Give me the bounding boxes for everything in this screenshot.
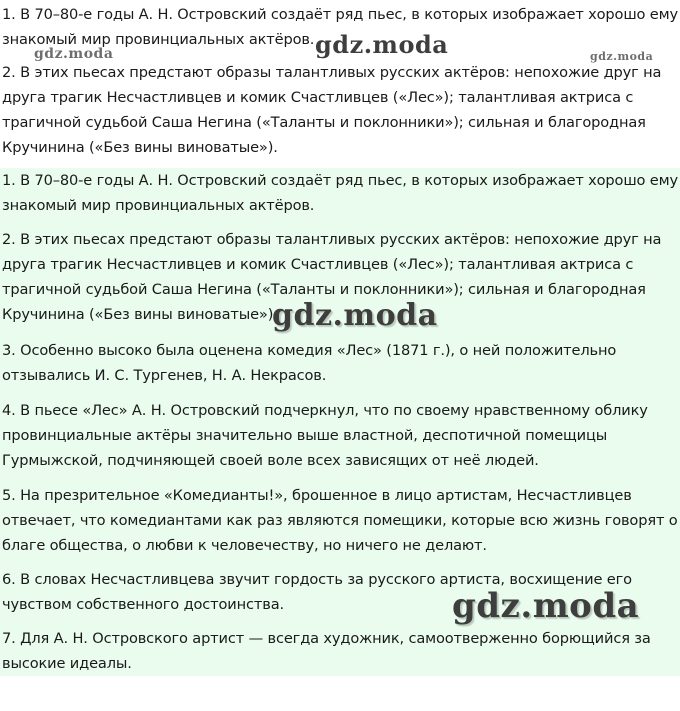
watermark-center-top: gdz.moda [315,30,449,59]
answer-paragraph-5: 5. На презрительное «Комедианты!», брошенное в лицо артистам, Несчастливцев отвечает, что комедиантами как раз являются помещики, которые всю жизнь говорят о благе общества, о любви к человечеству, но ничего не делают. [2,487,678,554]
answer-paragraph-7: 7. Для А. Н. Островского артист — всегда художник, самоотверженно борющийся за высокие идеалы. [2,630,651,672]
watermark-small-right: gdz.moda [590,50,654,63]
answer-paragraph-4: 4. В пьесе «Лес» А. Н. Островский подчеркнул, что по своему нравственному облику провинциальные актёры значительно выше властной, деспотичной помещицы Гурмыжской, подчиняющей своей воле всех зависящих от неё людей. [2,402,648,469]
answer-paragraph-1: 1. В 70–80-е годы А. Н. Островский создаёт ряд пьес, в которых изображает хорошо ему знакомый мир провинциальных актёров. [2,172,678,214]
answer-paragraph-3: 3. Особенно высоко была оценена комедия «Лес» (1871 г.), о ней положительно отзывались И. С. Тургенев, Н. А. Некрасов. [2,342,617,384]
watermark-small-left: gdz.moda [34,46,114,62]
answer-paragraph-6: 6. В словах Несчастливцева звучит гордость за русского артиста, восхищение его чувством собственного достоинства. [2,571,632,613]
answer-paragraph-2: 2. В этих пьесах предстают образы талантливых русских актёров: непохожие друг на друга трагик Несчастливцев и комик Счастливцев («Лес»); талантливая актриса с трагичной судьбой Саша Негина («Таланты и поклонники»); сильная и благородная Кручинина («Без вины виноватые»). [2,231,662,323]
top-paragraph-2: 2. В этих пьесах предстают образы талантливых русских актёров: непохожие друг на друга трагик Несчастливцев и комик Счастливцев («Лес»); талантливая актриса с трагичной судьбой Саша Негина («Таланты и поклонники»); сильная и благородная Кручинина («Без вины виноватые»). [2,64,662,156]
top-paragraph-1: 1. В 70–80-е годы А. Н. Островский создаёт ряд пьес, в которых изображает хорошо ему знакомый мир провинциальных актёров. [2,6,678,48]
watermark-middle: gdz.moda [272,298,438,333]
watermark-bottom: gdz.moda [452,586,640,626]
